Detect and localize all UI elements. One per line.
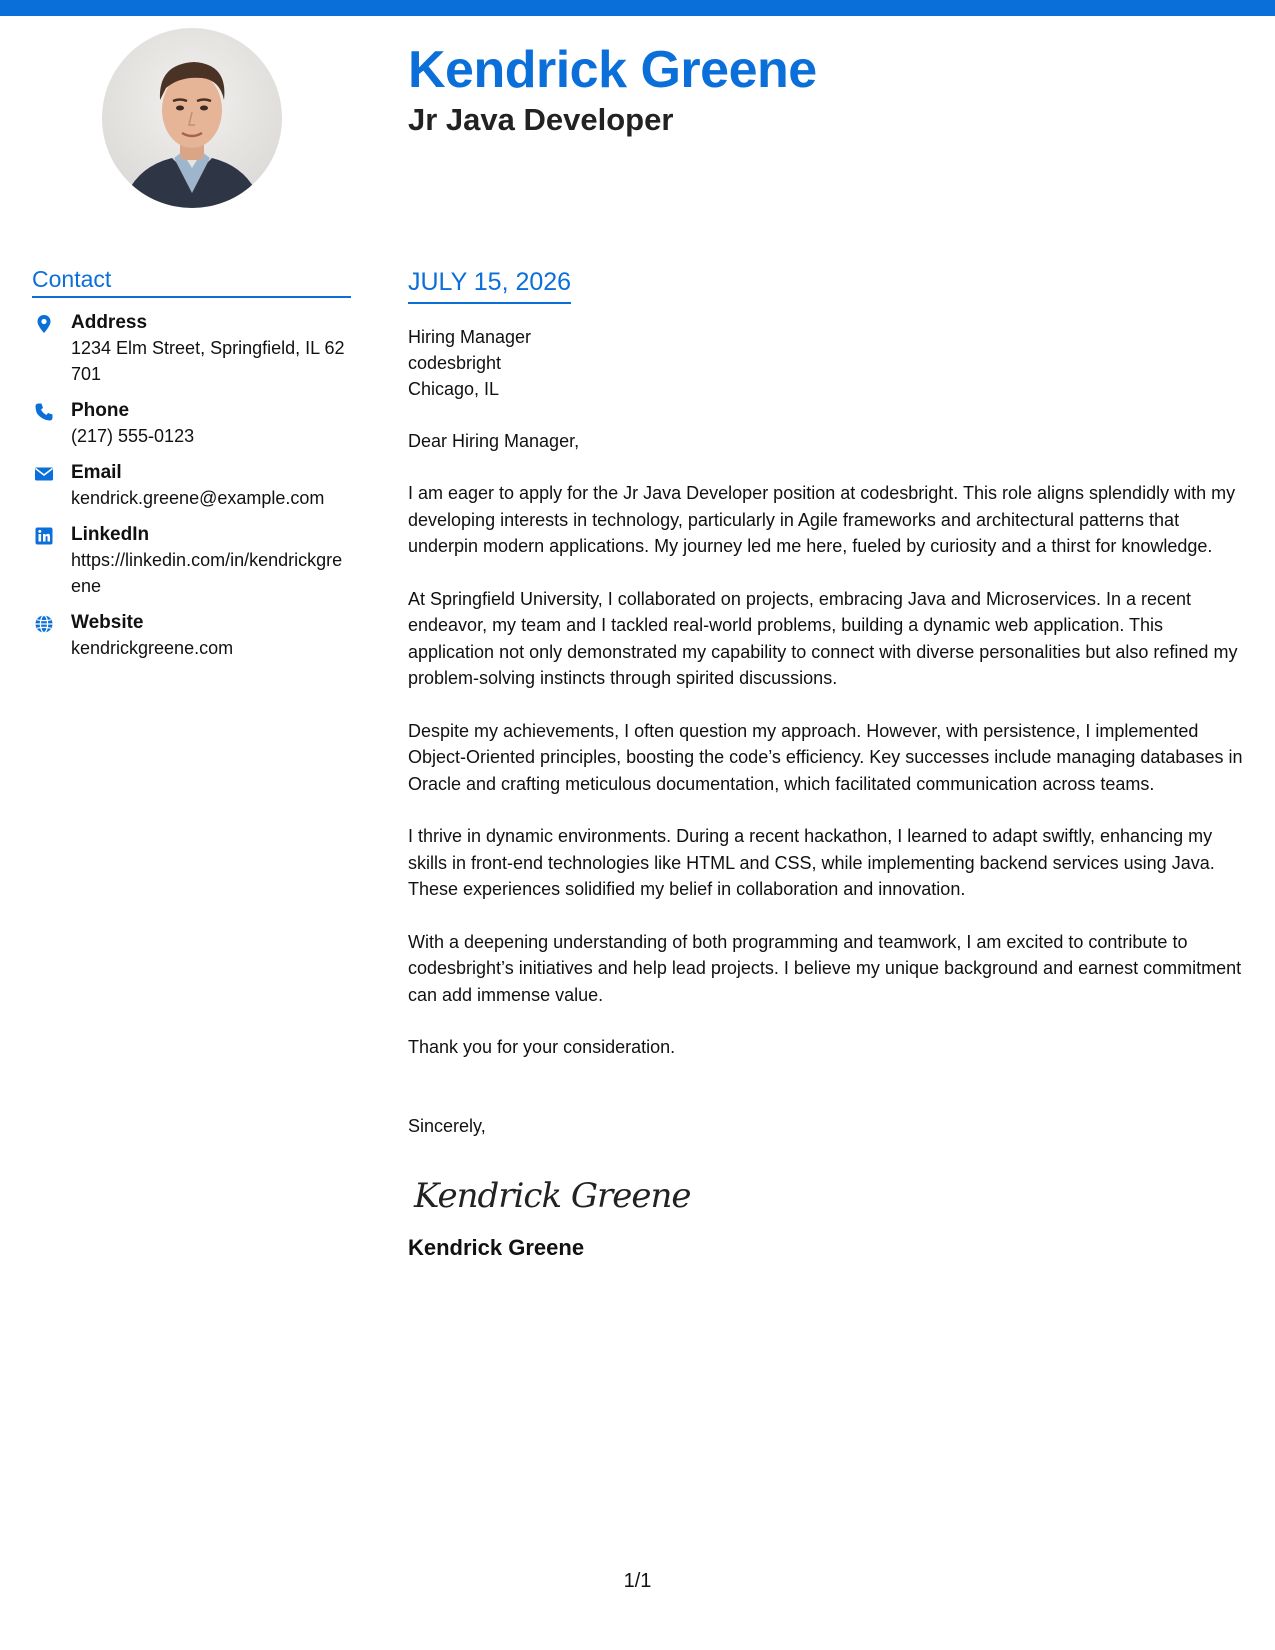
linkedin-icon <box>34 526 54 546</box>
phone-icon <box>34 402 54 422</box>
letter-paragraph: I am eager to apply for the Jr Java Developer position at codesbright. This role aligns splendidly with my developing interests in technology, particularly in Agile frameworks and architectural patterns that underpin modern applications. My journey led me here, fueled by curiosity and a thirst for knowledge. <box>408 483 1236 556</box>
location-pin-icon <box>34 314 54 334</box>
job-title: Jr Java Developer <box>408 102 674 137</box>
recipient-title: Hiring Manager <box>408 327 532 347</box>
envelope-icon <box>34 464 54 484</box>
page-number: 1/1 <box>623 1570 652 1592</box>
salutation: Dear Hiring Manager, <box>408 431 580 451</box>
contact-item-linkedin <box>32 523 351 599</box>
contact-label: Website <box>71 612 144 633</box>
contact-item-website <box>32 611 351 661</box>
candidate-name: Kendrick Greene <box>408 41 817 99</box>
contact-item-email <box>32 461 351 511</box>
letter-paragraph: Despite my achievements, I often question my approach. However, with persistence, I implemented Object-Oriented principles, boosting the code’s efficiency. Key successes include managing databases in Oracle and crafting meticulous documentation, which facilitated communication across teams. <box>408 720 1243 794</box>
contact-label: LinkedIn <box>71 524 150 545</box>
letter-paragraph: I thrive in dynamic environments. During a recent hackathon, I learned to adapt swiftly, enhancing my skills in front-end technologies like HTML and CSS, while implementing backend services using Java. These experiences solidified my belief in collaboration and innovation. <box>408 826 1215 899</box>
linkedin-value[interactable]: https://linkedin.com/in/kendrickgreene <box>71 550 343 596</box>
contact-heading: Contact <box>32 266 351 298</box>
letter-paragraph: With a deepening understanding of both programming and teamwork, I am excited to contribute to codesbright’s initiatives and help lead projects. I believe my unique background and earnest commitment can add immense value. <box>408 931 1242 1005</box>
email-value[interactable]: kendrick.greene@example.com <box>71 488 325 508</box>
recipient-location: Chicago, IL <box>408 379 500 399</box>
contact-label: Address <box>71 312 148 333</box>
top-accent-bar <box>0 0 1275 16</box>
profile-photo-illustration <box>102 28 282 208</box>
handwritten-signature: Kendrick Greene <box>414 1175 691 1216</box>
globe-icon <box>34 614 54 634</box>
letter-paragraph: At Springfield University, I collaborated on projects, embracing Java and Microservices. In a recent endeavor, my team and I tackled real-world problems, building a dynamic web application. This application not only demonstrated my capability to connect with diverse personalities but also refined my problem-solving instincts through spirited discussions. <box>408 588 1238 688</box>
letter-paragraph: Thank you for your consideration. <box>408 1037 676 1057</box>
contact-label: Phone <box>71 400 130 421</box>
contact-item-address <box>32 311 351 387</box>
contact-sidebar <box>32 266 351 673</box>
website-value[interactable]: kendrickgreene.com <box>71 638 234 658</box>
recipient-company: codesbright <box>408 353 502 373</box>
contact-label: Email <box>71 462 122 483</box>
profile-photo <box>102 28 282 208</box>
closing: Sincerely, <box>408 1115 486 1136</box>
recipient-block <box>408 324 1254 402</box>
phone-value[interactable]: (217) 555-0123 <box>71 426 195 446</box>
letter-date: JULY 15, 2026 <box>408 268 571 304</box>
address-value: 1234 Elm Street, Springfield, IL 62701 <box>71 338 345 384</box>
letter-body <box>408 268 1254 1261</box>
contact-item-phone <box>32 399 351 449</box>
signer-name: Kendrick Greene <box>408 1234 585 1260</box>
